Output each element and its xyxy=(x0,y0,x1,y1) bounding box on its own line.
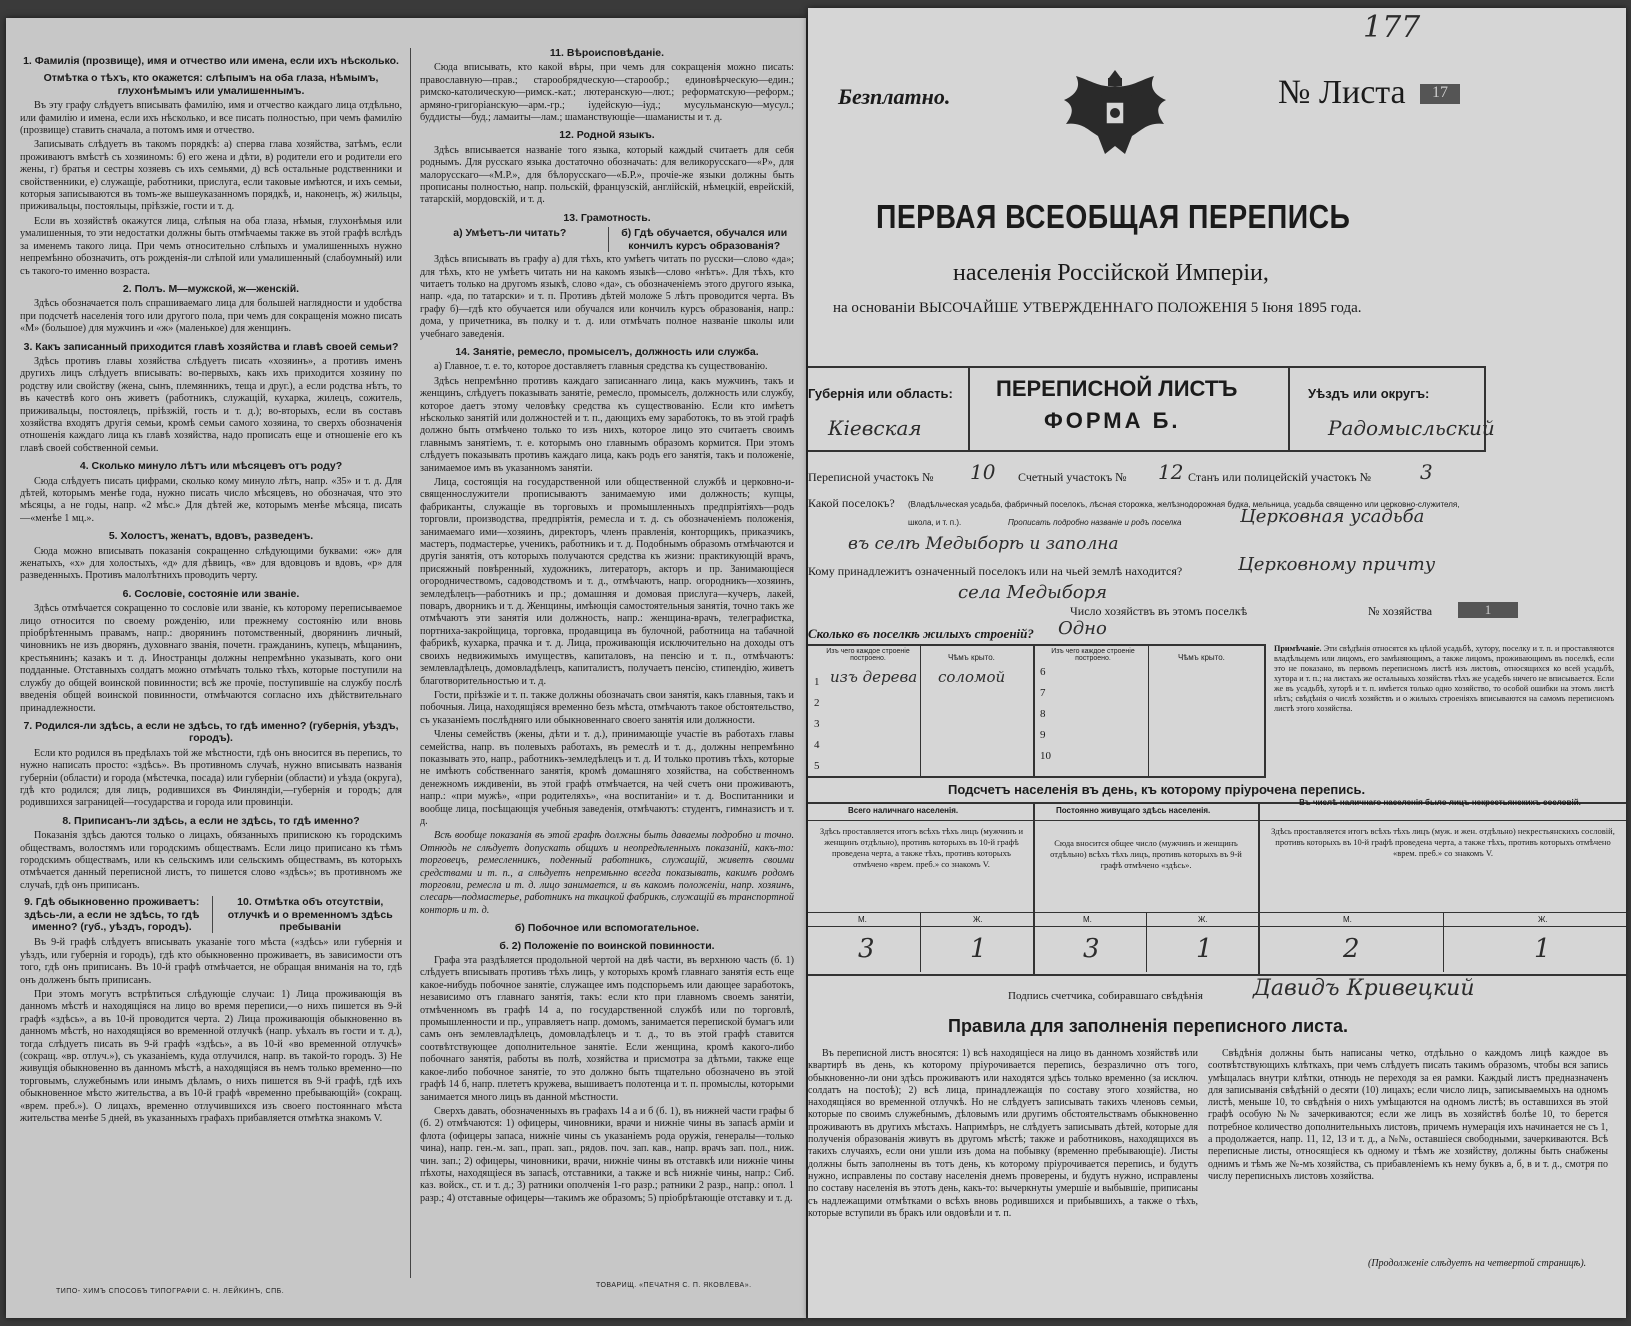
divider xyxy=(808,820,1626,821)
section-heading: б) Побочное или вспомогательное. xyxy=(514,922,700,935)
note-title: Примѣчаніе. xyxy=(1274,644,1322,653)
divider xyxy=(808,912,1626,913)
paragraph: Въ 9-й графѣ слѣдуетъ вписывать указаніе того мѣста («здѣсь» или губернія и уѣздъ, или губернія и городъ), гдѣ кто обыкновенно проживаетъ, въ зависимости отъ того, гдѣ онъ приписанъ. Въ 10-й графѣ отмѣчается, не обращая вниманія на то, гдѣ онъ долженъ быть приписанъ. xyxy=(20,937,402,986)
section-heading: 4. Сколько минуло лѣтъ или мѣсяцевъ отъ роду? xyxy=(79,460,343,473)
count-col2-desc: Сюда вносится общее число (мужчинъ и женщинъ отдѣльно) всѣхъ тѣхъ лицъ, противъ которыхъ въ 9-й графѣ отмѣчено «здѣсь». xyxy=(1050,838,1242,870)
paragraph: Здѣсь непремѣнно противъ каждаго записаннаго лица, какъ мужчинъ, такъ и женщинъ, слѣдуетъ показывать занятіе, ремесло, промыселъ, должность или службу, которое даетъ этому человѣку средства къ существованію. Если кто имѣетъ нѣсколько занятій или должностей и т. п., дающихъ ему заработокъ, то въ этой графѣ должно быть отмѣчено только то изъ нихъ, которое лицо это считаетъ своимъ главнымъ занятіемъ, т. е. которымъ оно главнымъ образомъ кормится. При этомъ слѣдуетъ показывать противъ каждаго лица, какъ родъ его занятія, такъ и положеніе, занимаемое имъ въ указанномъ занятіи. xyxy=(420,375,794,474)
count-f-label: Ж. xyxy=(973,915,983,924)
section-heading: 1. Фамилія (прозвище), имя и отчество или имена, если ихъ нѣсколько. xyxy=(23,55,399,67)
divider xyxy=(1288,366,1290,450)
left-page-instructions xyxy=(6,18,806,1318)
legal-basis: на основаніи ВЫСОЧАЙШЕ УТВЕРЖДЕННАГО ПОЛОЖЕНІЯ 5 Іюня 1895 года. xyxy=(833,300,1362,316)
bt-header-roof-2: Чѣмъ крыто. xyxy=(1178,653,1225,662)
count-m-label: М. xyxy=(858,915,867,924)
form-title: ПЕРЕПИСНОЙ ЛИСТЪ xyxy=(996,376,1238,401)
section-heading: 5. Холостъ, женатъ, вдовъ, разведенъ. xyxy=(108,530,314,543)
paragraph: Въ эту графу слѣдуетъ вписывать фамилію, имя и отчество каждаго лица отдѣльно, или фамилію и имена, если ихъ нѣсколько, и все писать полностью, при чемъ фамилію (прозвище) ставить сначала, а потомъ имя и отчество. xyxy=(20,100,402,137)
poselok-label: Какой поселокъ? xyxy=(808,496,895,510)
buildings-table xyxy=(808,644,1266,778)
section-heading: 11. Вѣроисповѣданіе. xyxy=(549,47,665,59)
paragraph: Сюда можно вписывать показанія сокращенно слѣдующими буквами: «ж» для женатыхъ, «х» для холостыхъ, «д» для дѣвицъ, «в» для вдовцовъ и вдовъ, «р» для разведенныхъ. Противъ малолѣтнихъ проводить черту. xyxy=(20,545,402,582)
right-page-census-form xyxy=(808,8,1626,1318)
paragraph: Свѣдѣнія должны быть написаны четко, отдѣльно о каждомъ лицѣ каждое въ соотвѣтствующихъ клѣткахъ, при чемъ слѣдуетъ писать такимъ образомъ, чтобы вся запись умѣщалась внутри клѣтки, отнюдь не переходя за ея рамки. Каждый листъ предназначенъ для записыванія свѣдѣній о десяти (10) лицахъ; если число лицъ, записываемыхъ на одномъ листѣ, меньше 10, то свѣдѣнія о нихъ умѣщаются на одномъ листѣ; въ оставшихся въ этой графѣ особую №№ зачеркиваются; если же лицъ въ хозяйствѣ болѣе 10, то берется потребное количество дополнительныхъ листовъ, причемъ нумерація ихъ начинается не съ 1, а продолжается, напр. 11, 12, 13 и т. д., а №№, оставшіеся свободными, зачеркиваются. Всѣ переписные листы, относящіеся къ одному и тѣмъ же хозяйству, должны быть снабжены однимъ и тѣмъ же №-мъ хозяйства, съ прибавленіемъ къ нему буквъ а, б, в и т. д., смотря по числу переписныхъ листовъ хозяйства. xyxy=(1208,1048,1608,1182)
paragraph: Члены семействъ (жены, дѣти и т. д.), принимающіе участіе въ работахъ главы семейства, напр. въ полевыхъ работахъ, въ ремеслѣ и т. д., должны непремѣнно показывать это, напр., работникъ-земледѣлецъ и т. д. И только противъ тѣхъ, которые не имѣютъ собственнаго занятія, кромѣ домашняго хозяйства, на собственномъ денежномъ иждивеніи, въ этой графѣ отмѣчается, на чей счетъ они проживаютъ, напр.: «при мужѣ», «при родителяхъ», «на воспитаніи» и т. д. Воспитанники и вообще лица, посѣщающія учебныя заведенія, отмѣчаютъ: студентъ, гимназистъ и т. д. xyxy=(420,729,794,827)
paragraph: Сюда слѣдуетъ писать цифрами, сколько кому минуло лѣтъ, напр. «35» и т. д. Для дѣтей, которымъ менѣе года, нужно писать число мѣсяцевъ, но обозначая, что это мѣсяцы, а не годы, напр. «2 мѣс.» Для дѣтей же, которымъ менѣе мѣсяца, писать —«менѣе 1 мц.». xyxy=(20,475,402,524)
count-f-label: Ж. xyxy=(1198,915,1208,924)
bt-row-num: 3 xyxy=(814,718,820,730)
section-heading: а) Умѣетъ-ли читать? xyxy=(453,227,567,240)
section-heading: Отмѣтка о тѣхъ, кто окажется: слѣпымъ на оба глаза, нѣмымъ, глухонѣмымъ или умалишеннымъ. xyxy=(43,72,379,97)
section-heading: 12. Родной языкъ. xyxy=(559,129,655,142)
printer-footer-left: ТИПО- ХИМЪ СПОСОБЪ ТИПОГРАФІИ С. Н. ЛЕЙКИНЪ, СПБ. xyxy=(56,1288,285,1295)
main-title: ПЕРВАЯ ВСЕОБЩАЯ ПЕРЕПИСЬ xyxy=(876,198,1351,235)
schetny-label: Счетный участокъ № xyxy=(1018,470,1127,484)
signature-value: Давидъ Кривецкий xyxy=(1253,976,1475,1001)
paragraph: При этомъ могутъ встрѣтиться слѣдующіе случаи: 1) Лица проживающія въ данномъ мѣстѣ и находящіяся на лицо во время переписи,—о нихъ пишется въ 9-й графѣ «здѣсь», а въ 10-й проводится черта. 2) Лица проживающія обыкновенно въ данномъ мѣстѣ, но находящіяся во временной отлучкѣ (напр. уѣхалъ въ гости и т. д.), тогда слѣдуетъ писать въ 9-й графѣ «здѣсь», а въ 10-й «во временной отлучкѣ» (сокращ. «вр. отлуч.»), съ указаніемъ, куда отлучился, напр. въ такой-то городъ. 3) Не живущія обыкновенно въ данномъ мѣстѣ, а находящіяся въ немъ только временно—по торговымъ, служебнымъ или инымъ дѣламъ, о нихъ пишется въ 9-й графѣ, гдѣ ихъ обыкновенное мѣсто жительства, а въ 10-й графѣ «временно пребывающій» (сокращ. «врем. преб.»). О лицахъ, временно отлучившихся изъ своего постояннаго мѣста жительства менѣе 5 дней, въ указанныхъ графахъ прибавляется отмѣтка знакомъ V. xyxy=(20,989,402,1125)
bt-row-num: 6 xyxy=(1040,666,1046,678)
perepisnoy-value: 10 xyxy=(970,460,996,484)
buildings-label: Сколько въ поселкѣ жилыхъ строеній? xyxy=(808,626,1034,641)
poselok-hint-2: Прописать подробно названіе и родъ поселка xyxy=(1008,518,1182,527)
divider xyxy=(1033,802,1035,974)
section-heading: 6. Сословіе, состояніе или званіе. xyxy=(122,587,300,600)
count-permanent-m: 3 xyxy=(1083,934,1100,964)
count-f-label: Ж. xyxy=(1538,915,1548,924)
section-heading: 13. Грамотность. xyxy=(563,211,651,224)
uezd-value: Радомысльский xyxy=(1328,416,1495,440)
printer-footer-right: ТОВАРИЩ. «ПЕЧАТНЯ С. П. ЯКОВЛЕВА». xyxy=(596,1282,752,1289)
instructions-column-2 xyxy=(420,42,794,1292)
bt-row1-material: изъ дерева xyxy=(830,668,918,686)
bt-header-material-2: Изъ чего каждое строеніе построено. xyxy=(1051,648,1135,662)
form-subtitle: ФОРМА Б. xyxy=(1044,408,1181,433)
uezd-label: Уѣздъ или округъ: xyxy=(1308,386,1430,401)
paragraph: Если въ хозяйствѣ окажутся лица, слѣпыя на оба глаза, нѣмыя, глухонѣмыя или умалишенныя, то эти недостатки должны быть отмѣчаемы также въ этой графѣ вслѣдъ за именемъ такого лица. При чемъ относительно слѣпыхъ и умалишенныхъ нужно непремѣнно обозначить, отъ рожденія-ли слѣпой или умалишенный (слабоумный) или съ такого-то именно возраста. xyxy=(20,215,402,277)
stan-value: 3 xyxy=(1420,460,1433,484)
count-col1-header: Всего наличнаго населенія. xyxy=(848,806,959,815)
paragraph: Здѣсь обозначается полъ спрашиваемаго лица для большей наглядности и удобства при подсчетѣ населенія того или другого пола, при чемъ для сокращенія можно писать «М» (большое) для мужчинъ и «ж» (маленькое) для женщинъ. xyxy=(20,298,402,335)
divider xyxy=(920,912,921,972)
paragraph: Сюда вписывать, кто какой вѣры, при чемъ для сокращенія можно писать: православную—прав.; старообрядческую—старообр.; единовѣрческую—един.; римско-католическую—римск.-кат.; лютеранскую—лют.; реформатскую—реформ.; армяно-григоріанскую—арм.-гр.; іудейскую—іуд.; мусульманскую—мусул.; буддисты—буд.; ламаиты—лам.; шаманствующіе—шаманисты и т. д. xyxy=(420,62,794,124)
bt-header-material: Изъ чего каждое строеніе построено. xyxy=(826,648,910,662)
note-block xyxy=(1274,644,1614,714)
free-label: Безплатно. xyxy=(838,84,951,109)
rules-continuation: (Продолженіе слѣдуетъ на четвертой страницѣ). xyxy=(1368,1258,1587,1269)
paragraph: Здѣсь вписывается названіе того языка, который каждый считаетъ для себя роднымъ. Для русскаго языка достаточно обозначать: для великорусскаго—«Р», для малорусскаго—«М.Р.», для бѣлорусскаго—«Б.Р.», прочіе-же языки должны быть прописаны полностью, напр. польскій, французскій, англійскій, нѣмецкій, еврейскій, татарскій, мордовскій, и т. д. xyxy=(420,144,794,206)
rules-column-left xyxy=(808,1048,1198,1298)
paragraph: Графа эта раздѣляется продольной чертой на двѣ части, въ верхнюю часть (б. 1) слѣдуетъ вписывать противъ тѣхъ лицъ, у которыхъ кромѣ главнаго занятія есть еще какое-нибудь побочное занятіе, служащее имъ подспорьемъ или дающее заработокъ, независимо отъ главнаго занятія, такъ: если кто при главномъ своемъ занятіи, отмѣченномъ въ графѣ 14 а, по государственной службѣ или по торговлѣ, промышленности и пр., управляетъ напр. домомъ, занимается перепиской бумагъ или самъ онъ землевладѣлецъ, домовладѣлецъ и т. д., то въ этой графѣ ставится соотвѣтствующее дополнительное занятіе. Если женщина, кромѣ какого-либо побочнаго занятія, работы въ полѣ, хозяйства и присмотра за дѣтьми, также еще какое-либо побочное занятіе, то это должно быть тщательно обозначено въ этой графѣ 14 б, напр. плететъ кружева, вышиваетъ полотенца и т. п. промыслы, которыми занимается много лицъ въ данной мѣстности. xyxy=(420,955,794,1103)
count-m-label: М. xyxy=(1343,915,1352,924)
bt-row-num: 10 xyxy=(1040,750,1051,762)
household-number-value: 1 xyxy=(1458,602,1518,618)
paragraph: Въ переписной листъ вносятся: 1) всѣ находящіеся на лицо въ данномъ хозяйствѣ или квартирѣ въ день, къ которому пріурочивается перепись, безразлично отъ того, обыкновенно-ли они здѣсь проживаютъ или находятся здѣсь только временно (за исключ. солдатъ на постоѣ); 2) всѣ лица, принадлежащія по составу этого хозяйства, но находящіяся во временной отлучкѣ. Но не слѣдуетъ записывать такихъ членовъ семьи, которые по своимъ служебнымъ, дѣловымъ или другимъ обстоятельствамъ обыкновенно проживаютъ въ другихъ мѣстахъ. Напримѣръ, не слѣдуетъ записывать дѣтей, которые для полученія образованія живутъ въ другомъ мѣстѣ; также и работниковъ, находящихся въ такихъ случаяхъ, если они ушли изъ дома на побывку (временно пребывающіе). Листы должны быть заполнены въ тотъ день, къ которому пріурочивается перепись, и будутъ нужно, исправлены по составу населенія днемъ проверены, и будутъ нужно, исправлены по составу населенія въ этотъ день, какъ-то: вычеркнуты умершіе и выбывшіе, приписаны съ надлежащими отмѣтками о всѣхъ вновь родившихся и прибывшихъ, а также о тѣхъ, которые вступили въ бракъ или овдовѣли и т. п. xyxy=(808,1048,1198,1219)
komu-label: Кому принадлежитъ означенный поселокъ или на чьей землѣ находится? xyxy=(808,564,1183,578)
bt-row-num: 4 xyxy=(814,739,820,751)
rules-title: Правила для заполненія переписного листа. xyxy=(948,1016,1349,1036)
poselok-hint: (Владѣльческая усадьба, фабричный поселокъ, лѣсная сторожка, желѣзнодорожная будка, мельница, усадьба священно или церковно-служителя, школа, и т. п.). xyxy=(908,500,1460,527)
section-heading: 9. Гдѣ обыкновенно проживаетъ: здѣсь-ли, а если не здѣсь, то гдѣ именно? (губ., уѣздъ, городъ). xyxy=(24,896,200,933)
divider xyxy=(1148,644,1149,776)
column-divider xyxy=(410,48,411,1278)
section-heading: б) Гдѣ обучается, обучался или кончилъ курсъ образованія? xyxy=(608,227,795,252)
households-count-label: Число хозяйствъ въ этомъ поселкѣ xyxy=(1070,604,1248,618)
paragraph: Здѣсь вписывать въ графу а) для тѣхъ, кто умѣетъ читать по русски—слово «да»; для тѣхъ, кто не умѣетъ читать ни на какомъ языкѣ—слово «нѣтъ». Для тѣхъ, кто читаетъ только на другомъ языкѣ, слово «да», съ обозначеніемъ этого другого языка, напр. «да, по татарски» и т. п. Противъ дѣтей моложе 5 лѣтъ проводится черта. Въ графу б)—гдѣ кто обучается или обучался или кончилъ курсъ образованія, напр.: дома, у причетника, въ полку и т. д. или отмѣчать полное названіе школы или учебнаго заведенія. xyxy=(420,254,794,340)
divider xyxy=(968,366,970,450)
section-heading: 7. Родился-ли здѣсь, а если не здѣсь, то гдѣ именно? (губернія, уѣздъ, городъ). xyxy=(23,719,399,745)
schetny-value: 12 xyxy=(1158,460,1184,484)
count-non-peasant-m: 2 xyxy=(1343,934,1360,964)
section-heading: 2. Полъ. М—мужской, ж—женскій. xyxy=(122,282,300,295)
double-headed-eagle-crest-icon xyxy=(1060,66,1170,161)
paragraph: Всѣ вообще показанія въ этой графѣ должны быть даваемы подробно и точно. Отнюдь не слѣдуетъ допускать общихъ и неопредѣленныхъ показаній, какъ-то: торговецъ, ремесленникъ, поденный работникъ, служащій, живетъ своими средствами и т. п., а слѣдуетъ непремѣнно всегда показывать, какимъ родомъ торговли, ремесла и т. д. лицо занимается, и въ какомъ положеніи, напр. хозяинъ, слесарь—подмастерье, работникъ на ткацкой фабрикѣ, служащій въ транспортной конторѣ и т. д. xyxy=(420,830,794,916)
population-count-title: Подсчетъ населенія въ день, къ которому пріурочена перепись. xyxy=(948,782,1366,797)
divider xyxy=(1258,802,1260,974)
divider xyxy=(808,926,1626,927)
bt-row-num: 2 xyxy=(814,697,820,709)
divider xyxy=(1443,912,1444,972)
section-heading: 3. Какъ записанный приходится главѣ хозяйства и главѣ своей семьи? xyxy=(23,340,399,353)
perepisnoy-label: Переписной участокъ № xyxy=(808,470,934,484)
bt-row-num: 1 xyxy=(814,676,820,688)
count-col3-header: Въ числѣ наличнаго населенія было лицъ некрестьянскихъ сословій. xyxy=(1299,798,1581,807)
divider xyxy=(1146,912,1147,972)
rules-column-right xyxy=(1208,1048,1608,1248)
paragraph: Здѣсь противъ главы хозяйства слѣдуетъ писать «хозяинъ», а противъ именъ другихъ лицъ слѣдуетъ вписывать: во-первыхъ, какъ ихъ приходится хозяину по родству или свойству (жена, сынъ, племянникъ, теща и друг.), а если родства нѣтъ, то въ качествѣ кого онъ живетъ (работникъ, служащій, кухарка, жилецъ, сожитель, приживальцы, постоялецъ, пріѣзжій, гость и т. д.); во-вторыхъ, если въ составъ хозяйства входятъ другія семьи, кромѣ семьи самого хозяина, то сверхъ обозначенія отношенія каждаго лица къ главѣ хозяйства, надо прописать еще и отношеніе его къ главѣ своей собственной семьи. xyxy=(20,355,402,454)
signature-label: Подпись счетчика, собиравшаго свѣдѣнія xyxy=(1008,990,1203,1002)
bt-row-num: 8 xyxy=(1040,708,1046,720)
section-heading: 8. Приписанъ-ли здѣсь, а если не здѣсь, то гдѣ именно? xyxy=(62,814,360,827)
paragraph: Записывать слѣдуетъ въ такомъ порядкѣ: а) сперва глава хозяйства, затѣмъ, если проживаютъ вмѣстѣ съ хозяиномъ: б) его жена и дѣти, в) родители его и родители его жены, г) братья и сестры хозяевъ съ ихъ семьями, д) всѣ остальные родственники и свойственники, е) служащіе, работники, прислуга, если таковые имѣются, и ихъ семьи, которыя записываются въ томъ-же вышеуказанномъ порядкѣ, и, наконецъ, ж) жильцы, приживальцы, постояльцы, пріѣзжіе, гости и т. д. xyxy=(20,139,402,213)
stan-label: Станъ или полицейскій участокъ № xyxy=(1188,470,1372,484)
buildings-value: Одно xyxy=(1058,618,1107,639)
paragraph: Гости, пріѣзжіе и т. п. также должны обозначать свои занятія, какъ главныя, такъ и побочныя. Лица, находящіяся временно безъ мѣста, отмѣчаютъ такое обстоятельство, съ указаніемъ послѣдняго или обыкновеннаго своего занятія или должности. xyxy=(420,689,794,726)
count-non-peasant-f: 1 xyxy=(1534,934,1551,964)
divider xyxy=(920,644,921,776)
sheet-number-value: 17 xyxy=(1420,84,1460,104)
paragraph: Лица, состоящія на государственной или общественной службѣ и церковно-и-священнослужители прописываютъ занимаемую ими должность; купцы, фабриканты, служащіе въ торговыхъ и промышленныхъ предпріятіяхъ—родъ торговли, производства, предпріятія, ремесла и т. д. съ обозначеніемъ положенія, занимаемаго ими—хозяинъ, директоръ, членъ правленія, конторщикъ, приказчикъ, мастеръ, подмастерье, ученикъ, работникъ и т. д. Подобнымъ образомъ отмѣчаются и другія занятія, отъ которыхъ получаются средства къ жизни: практикующій врачъ, присяжный повѣренный, художникъ, литераторъ, акторъ и пр. Занимающіеся огородничествомъ, садоводствомъ и т. д., отмѣчаютъ, напр. огородникъ—хозяинъ, земледѣлецъ—работникъ и пр.; домашняя и домовая прислуга—кучеръ, лакей, поваръ, дворникъ и т. д. Женщины, имѣющія самостоятельныя занятія, точно такъ же отмѣчаютъ эти занятія или должность, напр.: женщина-врачъ, телеграфистка, портниха-закройщица, торговка, продавщица въ булочной, работница на табачной фабрикѣ, кухарка, прачка и т. д. Лица, проживающія исключительно на доходы отъ своихъ недвижимыхъ имуществъ, капиталовъ, на пенсію и т. п., отмѣчаютъ: землевладѣлецъ, домовладѣлецъ, капиталистъ, получаетъ пенсію, стипендію, живетъ благотворительностью и т. д. xyxy=(420,477,794,687)
bt-row1-roof: соломой xyxy=(938,668,1006,686)
bt-row-num: 7 xyxy=(1040,687,1046,699)
poselok-value-line1: Церковная усадьба xyxy=(1240,506,1425,527)
count-permanent-f: 1 xyxy=(1196,934,1213,964)
guberniya-value: Кіевская xyxy=(828,416,922,440)
instructions-column-1 xyxy=(20,50,402,1290)
sheet-number-label: № Листа xyxy=(1278,74,1406,111)
paragraph: Если кто родился въ предѣлахъ той же мѣстности, гдѣ онъ вносится въ перепись, то нужно написать просто: «здѣсь». Въ противномъ случаѣ, нужно вписывать названія губерніи (области) и города (мѣстечка, посада) или губерніи (области) и уѣзда (округа), гдѣ кто родился; для лицъ, родившихся въ Финляндіи,—губернія и городъ; для родившихся заграницей—государства и города или провинціи. xyxy=(20,747,402,809)
paragraph: а) Главное, т. е. то, которое доставляетъ главныя средства къ существованію. xyxy=(434,361,768,373)
household-number-label: № хозяйства xyxy=(1368,604,1433,618)
poselok-value-line2: въ селѣ Медыборѣ и заполна xyxy=(848,534,1119,554)
count-col3-desc: Здѣсь проставляется итогъ всѣхъ тѣхъ лицъ (муж. и жен. отдѣльно) некрестьянскихъ сословій, противъ которыхъ въ 10-й графѣ проведена черта, а также тѣхъ, противъ которыхъ отмѣчено «врем. преб.» со знакомъ V. xyxy=(1271,826,1615,858)
paragraph: Здѣсь отмѣчается сокращенно то сословіе или званіе, къ которому переписываемое лицо относится по своему рожденію, или прежнему состоянію или вновь пріобрѣтеннымъ правамъ, напр.: дворянинъ потомственный, дворянинъ личный, чиновникъ не изъ дворянъ, духовнаго званія, почетн. гражданинъ, купецъ, мѣщанинъ, крестьянинъ; казакъ и т. д. Иностранцы должны непремѣнно указывать, кого они подданные. Отставныхъ солдатъ можно отмѣчать только тѣхъ, которые поступили на службу до общей воинской повинности; всѣ же прочіе, поступившіе на службу послѣ введенія общей воинской повинности, отмѣчаются согласно ихъ дѣйствительнаго принадлежности. xyxy=(20,603,402,714)
note-text: Эти свѣдѣнія относятся къ цѣлой усадьбѣ, хутору, поселку и т. п. и проставляются владѣльцемъ или лицомъ, его замѣняющимъ, а также лицомъ, проживающимъ въ поселкѣ, если это не показано, въ первомъ переписномъ листѣ изъ листовъ, относящихся ко всей усадьбѣ, хутора и т. п.; на листахъ же остальныхъ хозяйствъ тѣхъ же усадебъ ничего не вписывается. Если же въ усадьбѣ, хуторѣ и т. п. имѣется только одно хозяйство, то особой ошибки на этомъ листѣ нѣтъ; свѣдѣнія о числѣ хозяйствъ и о жилыхъ строеніяхъ вписываются на самомъ переписномъ листѣ этого хозяйства. xyxy=(1274,644,1614,713)
main-subtitle: населенія Россійской Имперіи, xyxy=(953,260,1269,286)
count-col1-desc: Здѣсь проставляется итогъ всѣхъ тѣхъ лицъ (мужчинъ и женщинъ отдѣльно), противъ которыхъ въ 10-й графѣ проведена черта, а также тѣхъ, противъ которыхъ отмѣчено «врем. преб.» со знакомъ V. xyxy=(819,826,1024,869)
bt-rows-left xyxy=(814,672,820,777)
divider xyxy=(1033,644,1035,776)
bt-rows-right xyxy=(1040,662,1051,767)
paragraph: Сверхъ давать, обозначенныхъ въ графахъ 14 а и б (б. 1), въ нижней части графы б (б. 2) отмѣчаются: 1) офицеры, чиновники, врачи и нижніе чины въ запасѣ арміи и флота (офицеры запаса, нижніе чины съ указаніемъ рода оружія, генералы—только чина), напр. ген.-м. зап., прап. зап., рядов. поч. зап. кав., напр. врачъ зап. пол., ниж. чин. зап.; 2) офицеры, чиновники, врачи, нижніе чины въ отставкѣ или нижніе чины пѣхоты, находящіеся въ запасѣ, отставники, а также и всѣ нижніе чины, напр.: Сиб. каз. войск., ст. и т. д.; 3) ратники ополченія 1-го разр.; ратники 2 разр., напр.: опол. 1 разр.; 4) отставные офицеры—такимъ же образомъ; 5) пріобрѣтающіе отставку и т. д. xyxy=(420,1105,794,1204)
bt-row-num: 5 xyxy=(814,760,820,772)
handwritten-page-number: 177 xyxy=(1363,10,1421,45)
komu-value-line2: села Медыборя xyxy=(958,582,1108,603)
count-total-m: 3 xyxy=(858,934,875,964)
paragraph: Показанія здѣсь даются только о лицахъ, обязанныхъ припискою къ городскимъ обществамъ, волостямъ или городскимъ обществамъ. Если лицо приписано къ тѣмъ городскимъ обществамъ, или къ сельскимъ или сельскимъ обществамъ, въ которыхъ отмѣчается данный переписной листъ, то пишется слово «здѣсь»; въ противномъ же случаѣ, гдѣ онъ приписанъ. xyxy=(20,830,402,891)
guberniya-label: Губернія или область: xyxy=(808,386,953,401)
bt-row-num: 9 xyxy=(1040,729,1046,741)
count-m-label: М. xyxy=(1083,915,1092,924)
section-heading: 14. Занятіе, ремесло, промыселъ, должность или служба. xyxy=(455,345,759,358)
bt-header-roof: Чѣмъ крыто. xyxy=(948,653,995,662)
count-total-f: 1 xyxy=(970,934,987,964)
count-col2-header: Постоянно живущаго здѣсь населенія. xyxy=(1056,806,1211,815)
section-heading: 10. Отмѣтка объ отсутствіи, отлучкѣ и о временномъ здѣсь пребываніи xyxy=(212,896,403,933)
section-heading: б. 2) Положеніе по воинской повинности. xyxy=(499,939,715,952)
komu-value-line1: Церковному причту xyxy=(1238,554,1436,575)
